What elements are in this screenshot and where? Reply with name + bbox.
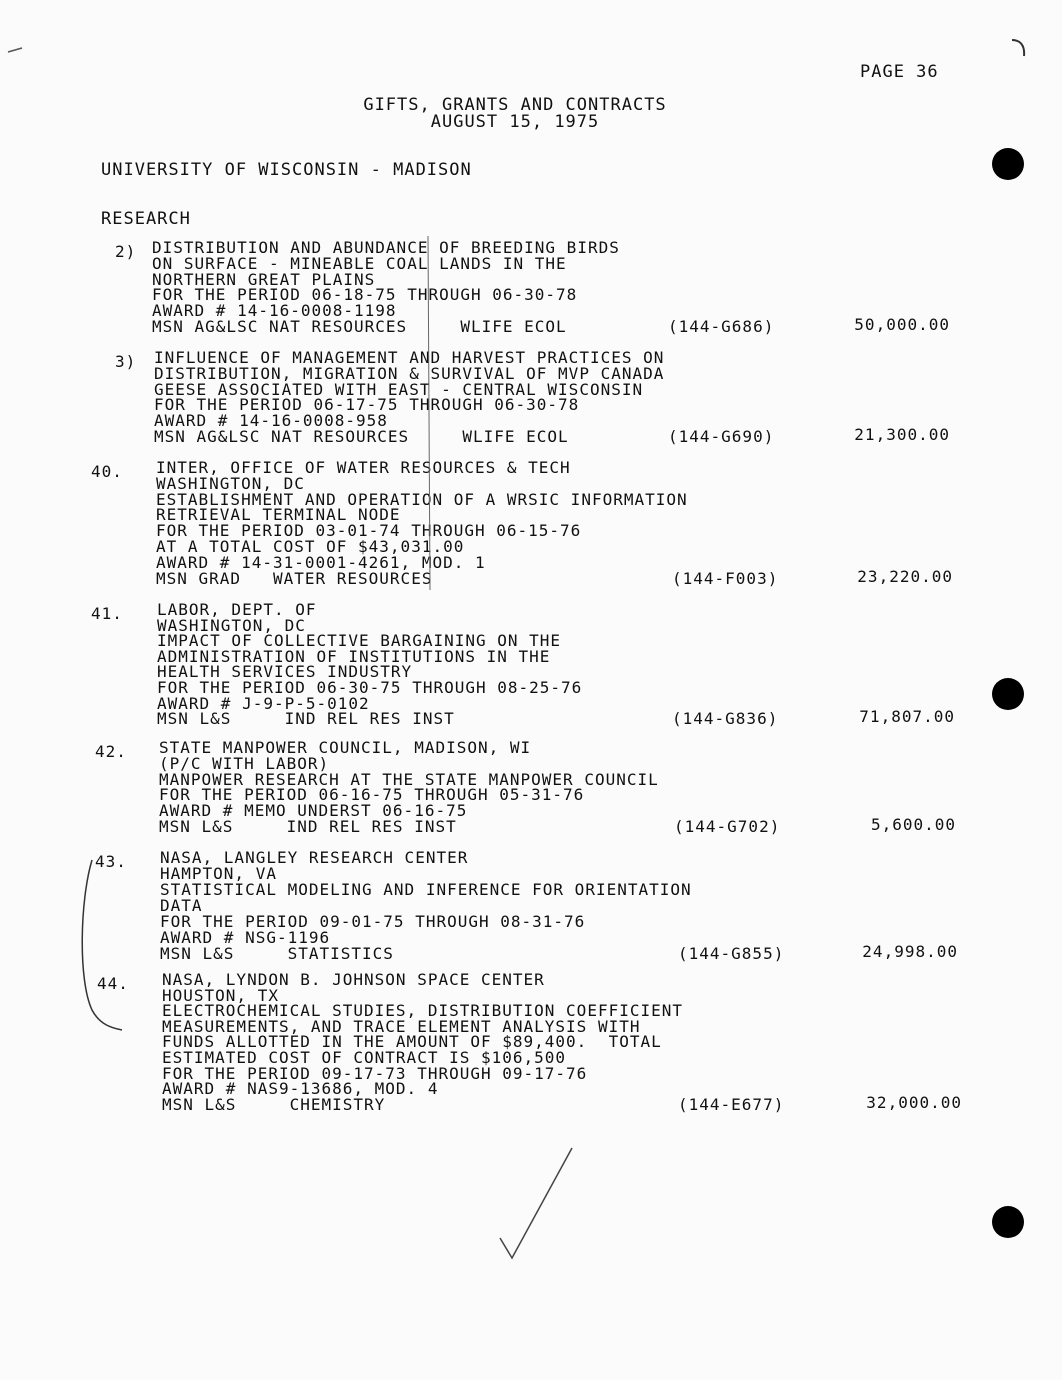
entry-line: MSN L&S CHEMISTRY (162, 1094, 386, 1114)
account-number: (144-G855) (678, 944, 785, 963)
entry-line: MSN GRAD WATER RESOURCES (156, 568, 433, 588)
entry-line: AWARD # NAS9-13686, MOD. 4 (162, 1079, 439, 1099)
entry-line: NASA, LYNDON B. JOHNSON SPACE CENTER (162, 970, 545, 989)
check-mark (500, 1148, 572, 1258)
entry-line: AWARD # 14-16-0008-1198 (152, 301, 397, 321)
entry-line: MEASUREMENTS, AND TRACE ELEMENT ANALYSIS WITH (162, 1016, 641, 1036)
entry-line: DATA (160, 896, 203, 915)
margin-bracket (82, 860, 122, 1030)
entry-line: HAMPTON, VA (160, 864, 277, 883)
entry-line: AWARD # J-9-P-5-0102 (157, 693, 370, 713)
entry-line: MSN AG&LSC NAT RESOURCES WLIFE ECOL (154, 427, 569, 446)
punch-hole (992, 148, 1024, 180)
entry-number: 2) (115, 242, 137, 261)
punch-hole (992, 678, 1024, 710)
corner-mark (1012, 40, 1024, 56)
award-amount: 50,000.00 (854, 315, 950, 334)
entry-line: MANPOWER RESEARCH AT THE STATE MANPOWER COUNCIL (159, 769, 659, 789)
entry-line: AWARD # NSG-1196 (160, 928, 331, 947)
entry-line: MSN L&S IND REL RES INST (159, 817, 457, 836)
entry-line: FOR THE PERIOD 06-30-75 THROUGH 08-25-76 (157, 678, 583, 697)
award-amount: 23,220.00 (857, 566, 953, 586)
entry-line: STATISTICAL MODELING AND INFERENCE FOR ORIENTATION (160, 880, 692, 899)
award-amount: 71,807.00 (859, 707, 955, 727)
award-amount: 32,000.00 (866, 1092, 962, 1112)
award-amount: 24,998.00 (862, 942, 958, 961)
entry-line: AT A TOTAL COST OF $43,031.00 (156, 537, 465, 556)
entry-line: FOR THE PERIOD 09-17-73 THROUGH 09-17-76 (162, 1063, 588, 1083)
entry-line: FUNDS ALLOTTED IN THE AMOUNT OF $89,400. TOTAL (162, 1032, 662, 1052)
entry-line: FOR THE PERIOD 06-18-75 THROUGH 06-30-78 (152, 285, 578, 305)
account-number: (144-G702) (674, 817, 781, 836)
entry-line: NASA, LANGLEY RESEARCH CENTER (160, 848, 469, 867)
award-amount: 21,300.00 (854, 425, 950, 444)
entry-number: 41. (91, 604, 123, 623)
entry-line: GEESE ASSOCIATED WITH EAST - CENTRAL WISCONSIN (154, 379, 644, 399)
entry-line: FOR THE PERIOD 06-17-75 THROUGH 06-30-78 (154, 395, 580, 415)
entry-line: IMPACT OF COLLECTIVE BARGAINING ON THE (157, 631, 562, 651)
entry-line: MSN AG&LSC NAT RESOURCES WLIFE ECOL (152, 317, 567, 336)
entry-line: INTER, OFFICE OF WATER RESOURCES & TECH (156, 458, 571, 477)
entry-line: AWARD # MEMO UNDERST 06-16-75 (159, 801, 468, 821)
corner-mark (8, 48, 22, 52)
entry-line: FOR THE PERIOD 09-01-75 THROUGH 08-31-76 (160, 912, 586, 931)
entry-line: HOUSTON, TX (162, 985, 279, 1005)
entry-line: STATE MANPOWER COUNCIL, MADISON, WI (159, 738, 532, 757)
entry-line: ADMINISTRATION OF INSTITUTIONS IN THE (157, 646, 551, 666)
entry-line: WASHINGTON, DC (156, 473, 305, 493)
account-number: (144-G690) (668, 427, 775, 446)
document-title: GIFTS, GRANTS AND CONTRACTS (363, 95, 667, 115)
entry-line: MSN L&S IND REL RES INST (157, 709, 455, 729)
entry-line: WASHINGTON, DC (157, 615, 306, 635)
entry-line: ON SURFACE - MINEABLE COAL LANDS IN THE (152, 253, 567, 273)
entry-line: MSN L&S STATISTICS (160, 944, 394, 963)
page-number: PAGE 36 (860, 62, 939, 82)
punch-hole (992, 1206, 1024, 1238)
entry-line: AWARD # 14-31-0001-4261, MOD. 1 (156, 552, 486, 572)
entry-line: DISTRIBUTION AND ABUNDANCE OF BREEDING BIRDS (152, 238, 620, 257)
institution-name: UNIVERSITY OF WISCONSIN - MADISON (101, 160, 472, 180)
entry-number: 43. (95, 852, 127, 871)
entry-line: NORTHERN GREAT PLAINS (152, 269, 376, 289)
entry-number: 40. (91, 462, 123, 481)
entry-number: 3) (115, 352, 137, 371)
entry-number: 42. (95, 742, 127, 761)
account-number: (144-G836) (672, 709, 779, 729)
entry-line: ESTABLISHMENT AND OPERATION OF A WRSIC INFORMATION (156, 489, 688, 509)
entry-number: 44. (97, 974, 129, 993)
account-number: (144-G686) (668, 317, 775, 336)
entry-line: AWARD # 14-16-0008-958 (154, 411, 388, 431)
account-number: (144-F003) (672, 568, 779, 588)
entry-line: FOR THE PERIOD 06-16-75 THROUGH 05-31-76 (159, 785, 585, 805)
entry-line: (P/C WITH LABOR) (159, 753, 330, 773)
entry-line: RETRIEVAL TERMINAL NODE (156, 505, 401, 525)
entry-line: INFLUENCE OF MANAGEMENT AND HARVEST PRACTICES ON (154, 348, 665, 367)
account-number: (144-E677) (678, 1094, 785, 1114)
award-amount: 5,600.00 (870, 815, 956, 834)
section-heading: RESEARCH (101, 209, 191, 229)
entry-line: LABOR, DEPT. OF (157, 600, 317, 619)
entry-line: HEALTH SERVICES INDUSTRY (157, 662, 413, 682)
entry-line: ESTIMATED COST OF CONTRACT IS $106,500 (162, 1048, 567, 1067)
entry-line: ELECTROCHEMICAL STUDIES, DISTRIBUTION COEFFICIENT (162, 1001, 684, 1021)
entry-line: DISTRIBUTION, MIGRATION & SURVIVAL OF MVP CANADA (154, 363, 665, 383)
entry-line: FOR THE PERIOD 03-01-74 THROUGH 06-15-76 (156, 521, 582, 541)
document-date: AUGUST 15, 1975 (430, 112, 600, 132)
